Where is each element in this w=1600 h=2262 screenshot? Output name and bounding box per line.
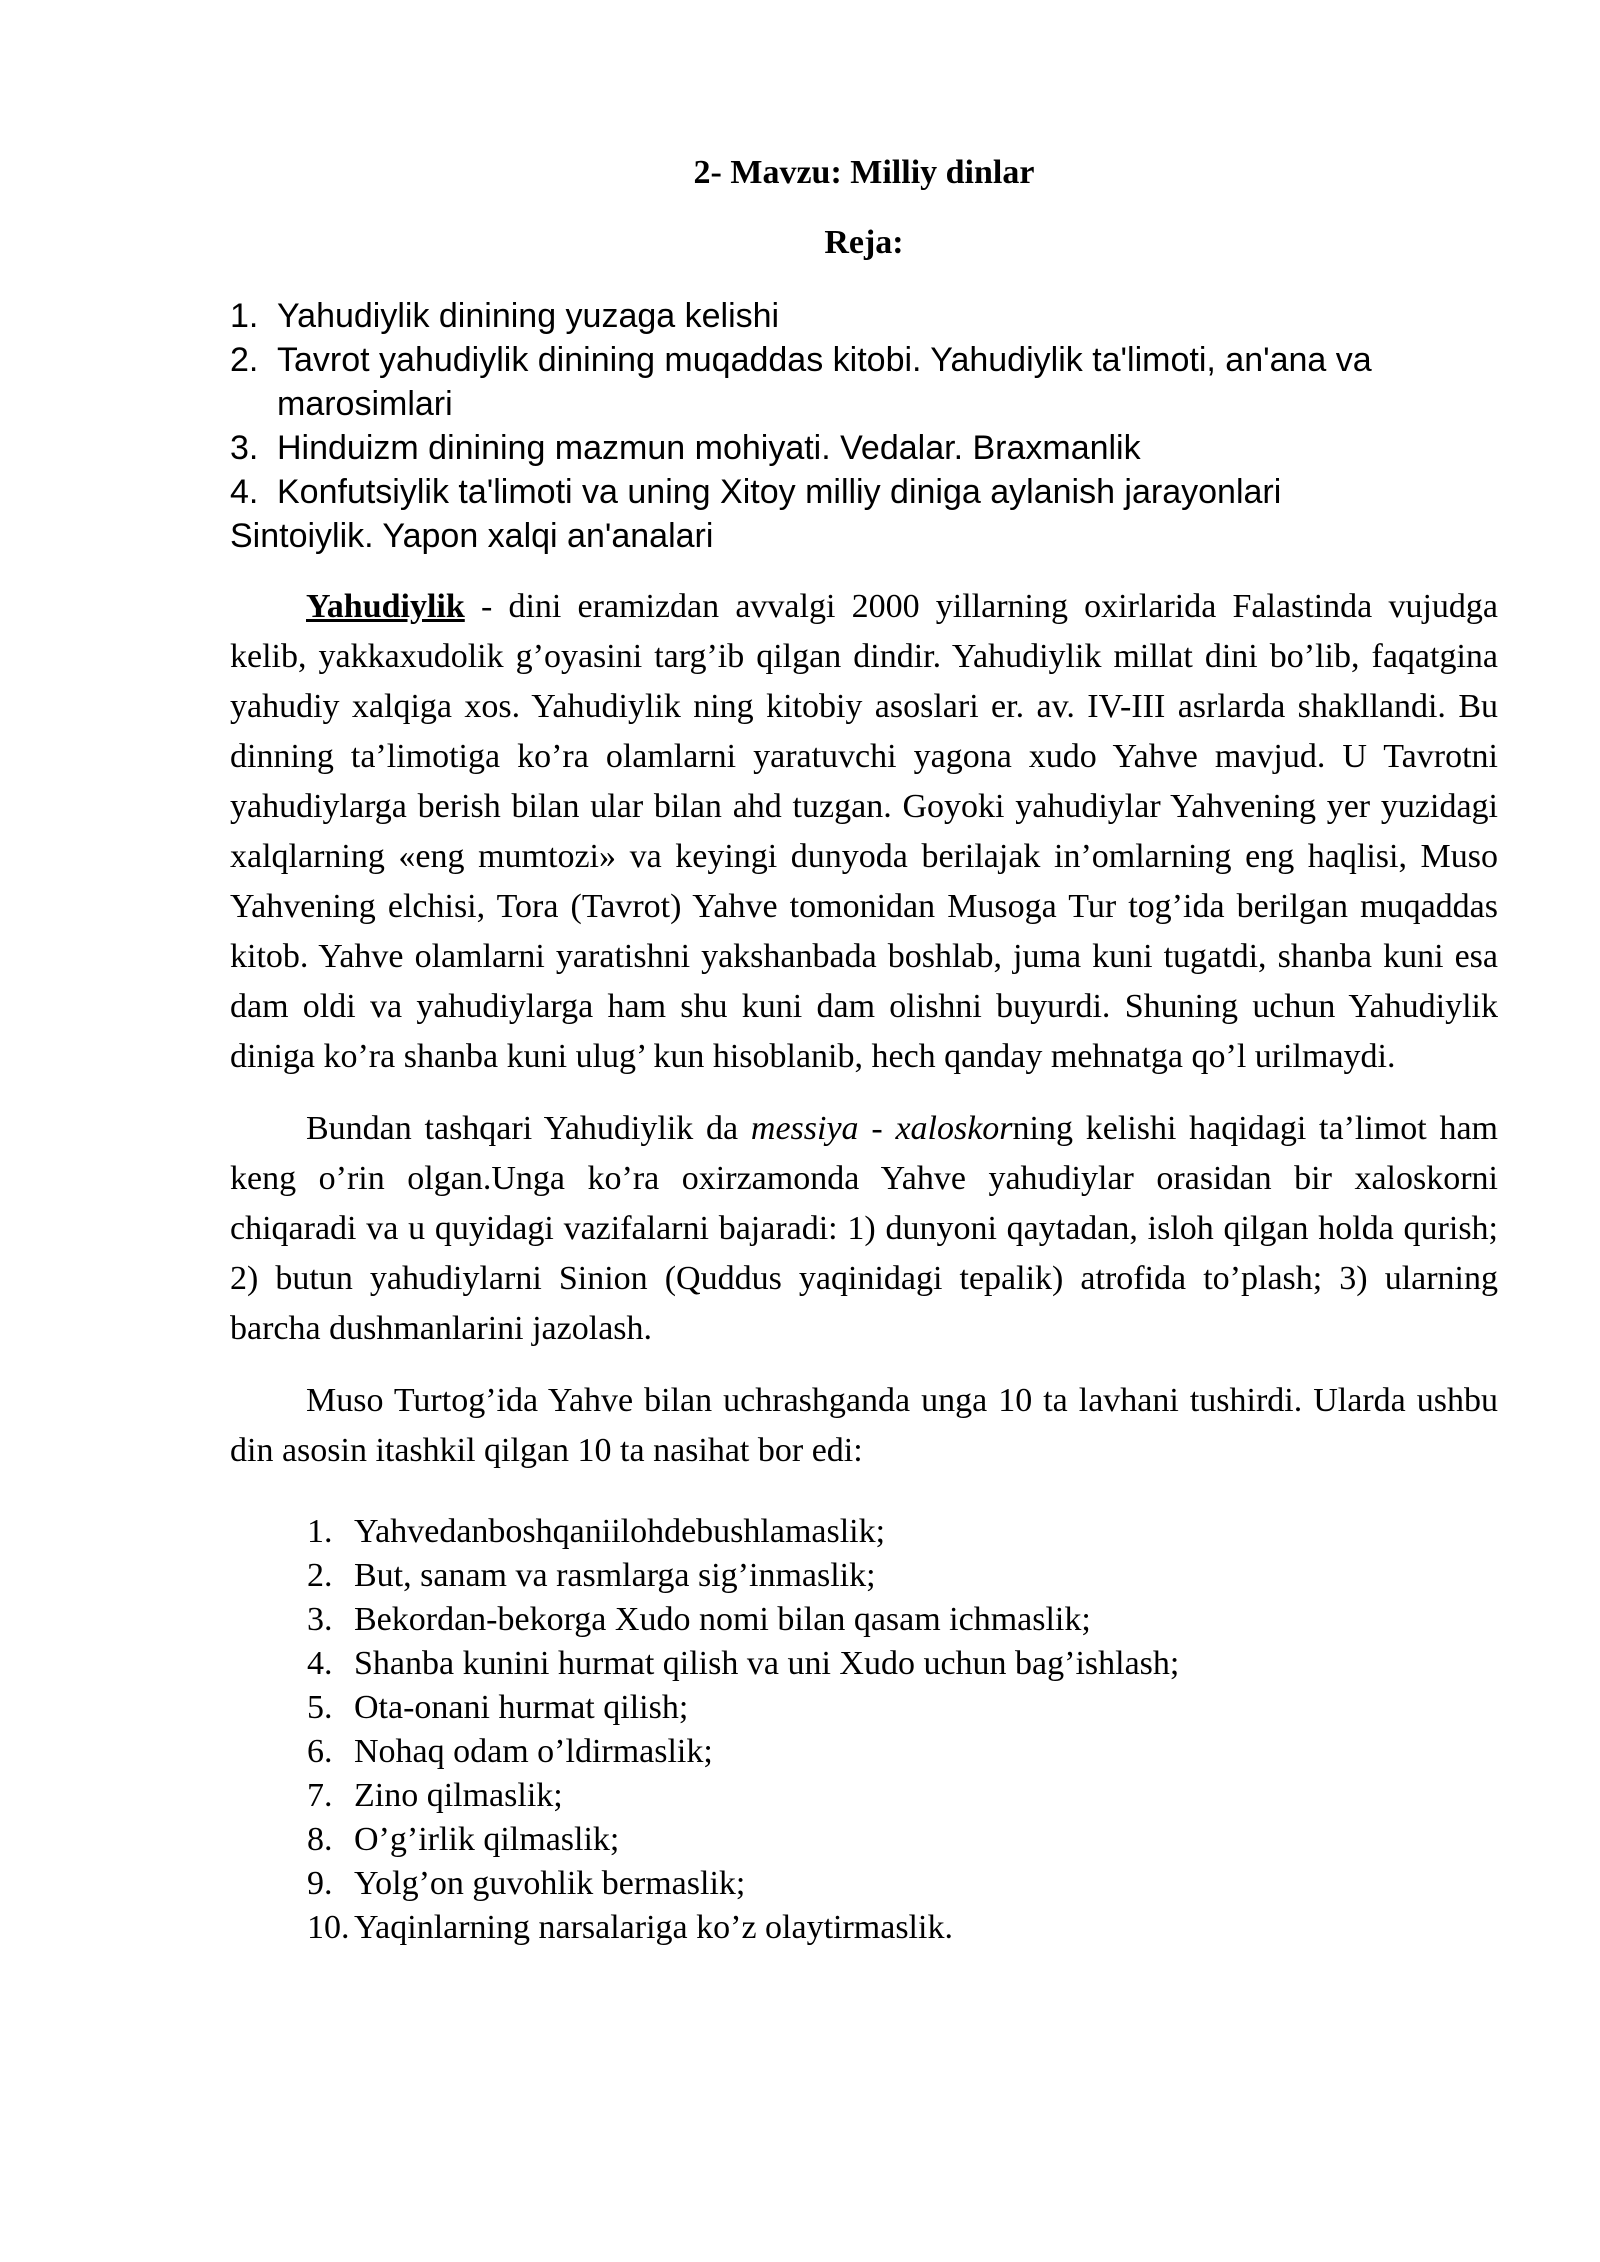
commandment-number: 4. [307,1645,333,1682]
paragraph-muso: Muso Turtog’ida Yahve bilan uchrashganda unga 10 ta lavhani tushirdi. Ularda ushbu din asosin itashkil qilgan 10 ta nasihat bor edi: [230,1382,1498,1469]
paragraph-yahudiylik [230,582,1498,1082]
page-title: 2- Mavzu: Milliy dinlar [693,154,1035,191]
commandment-item [307,1774,1498,1818]
plan-item [230,294,1498,338]
commandment-text: Zino qilmaslik; [354,1777,563,1814]
commandment-number: 9. [307,1865,333,1902]
plan-item-number: 2. [230,341,259,379]
italic-term-xaloskor: xaloskor [895,1110,1013,1147]
commandment-number: 10. [307,1909,350,1946]
commandment-number: 7. [307,1777,333,1814]
document-page [230,150,1498,1950]
plan-item-text: Yahudiylik dinining yuzaga kelishi [277,297,780,335]
commandment-text: But, sanam va rasmlarga sig’inmaslik; [354,1557,876,1594]
plan-item [230,426,1498,470]
plan-item-number: 4. [230,473,259,511]
plan-item [230,338,1498,426]
commandment-item [307,1510,1498,1554]
commandment-number: 1. [307,1513,333,1550]
commandment-item [307,1554,1498,1598]
commandment-number: 2. [307,1557,333,1594]
paragraph-text: - dini eramizdan avvalgi 2000 yillarning oxirlarida Falastinda vujudga kelib, yakkaxudolik g’oyasini targ’ib qilgan dindir. Yahudiylik millat dini bo’lib, faqatgina yahudiy xalqiga xos. Yahudiylik ning kitobiy asoslari er. av. IV-III asrlarda shakllandi. Bu dinning ta’limotiga ko’ra olamlarni yaratuvchi yagona xudo Yahve mavjud. U Tavrotni yahudiylarga berish bilan ular bilan ahd tuzgan. Goyoki yahudiylar Yahvening yer yuzidagi xalqlarning «eng mumtozi» va keyingi dunyoda berilajak in’omlarning eng haqlisi, Muso Yahvening elchisi, Tora (Tavrot) Yahve tomonidan Musoga Tur tog’ida berilgan muqaddas kitob. Yahve olamlarni yaratishni yakshanbada boshlab, juma kuni tugatdi, shanba kuni esa dam oldi va yahudiylarga ham shu kuni dam olishni buyurdi. Shuning uchun Yahudiylik diniga ko’ra shanba kuni ulug’ kun hisoblanib, hech qanday mehnatga qo’l urilmaydi. [230,588,1498,1075]
plan-list [230,294,1498,514]
commandments-list [307,1510,1498,1950]
commandment-text: O’g’irlik qilmaslik; [354,1821,620,1858]
commandment-text: Bekordan-bekorga Xudo nomi bilan qasam ichmaslik; [354,1601,1091,1638]
plan-item-number: 1. [230,297,259,335]
commandment-number: 8. [307,1821,333,1858]
commandment-text: Shanba kunini hurmat qilish va uni Xudo uchun bag’ishlash; [354,1645,1180,1682]
italic-term-messiya: messiya [750,1110,859,1147]
paragraph-text: - [858,1110,896,1147]
commandment-text: Yaqinlarning narsalariga ko’z olaytirmaslik. [354,1909,953,1946]
commandment-number: 6. [307,1733,333,1770]
plan-tail-text: Sintoiylik. Yapon xalqi an'analari [230,517,714,555]
commandment-item [307,1642,1498,1686]
paragraph-messiya [230,1104,1498,1354]
commandment-item [307,1598,1498,1642]
plan-item-text: Tavrot yahudiylik dinining muqaddas kitobi. Yahudiylik ta'limoti, an'ana va marosimlari [277,341,1372,423]
paragraph-text: ning kelishi haqidagi ta’limot ham keng o’rin olgan.Unga ko’ra oxirzamonda Yahve yahudiylar orasidan bir xaloskorni chiqaradi va u quyidagi vazifalarni bajaradi: 1) dunyoni qaytadan, isloh qilgan holda qurish; 2) butun yahudiylarni Sinion (Quddus yaqinidagi tepalik) atrofida to’plash; 3) ularning barcha dushmanlarini jazolash. [230,1110,1498,1347]
commandment-text: Nohaq odam o’ldirmaslik; [354,1733,713,1770]
term-yahudiylik: Yahudiylik [306,588,465,625]
plan-heading: Reja: [824,224,904,261]
commandment-text: Yahvedanboshqaniilohdebushlamaslik; [354,1513,886,1550]
commandment-text: Yolg’on guvohlik bermaslik; [354,1865,746,1902]
paragraph-text: Bundan tashqari Yahudiylik da [306,1110,751,1147]
commandment-number: 5. [307,1689,333,1726]
plan-item-number: 3. [230,429,259,467]
plan-item-text: Konfutsiylik ta'limoti va uning Xitoy milliy diniga aylanish jarayonlari [277,473,1282,511]
plan-item-text: Hinduizm dinining mazmun mohiyati. Vedalar. Braxmanlik [277,429,1141,467]
plan-item [230,470,1498,514]
commandment-item [307,1730,1498,1774]
commandment-number: 3. [307,1601,333,1638]
commandment-item [307,1862,1498,1906]
commandment-item [307,1906,1498,1950]
commandment-item [307,1686,1498,1730]
commandment-text: Ota-onani hurmat qilish; [354,1689,689,1726]
commandment-item [307,1818,1498,1862]
